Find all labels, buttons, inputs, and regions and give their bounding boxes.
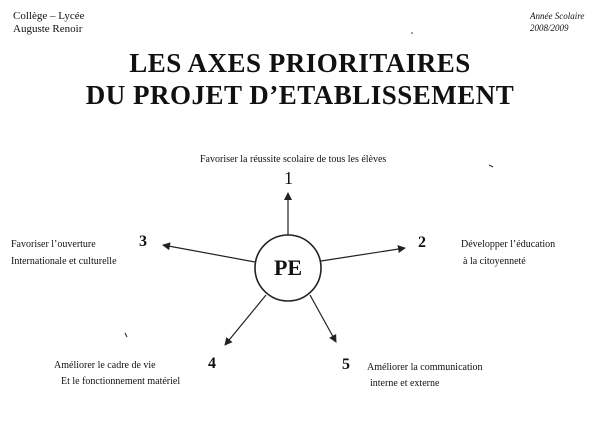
axis-1-label: Favoriser la réussite scolaire de tous les élèves [200, 154, 387, 165]
axis-5-number: 5 [342, 356, 350, 373]
axis-3-label-line2: Internationale et culturelle [11, 256, 117, 267]
arrow-axis-4 [225, 295, 266, 345]
axis-3-number: 3 [139, 233, 147, 250]
school-year-label: Année Scolaire [530, 11, 585, 21]
page-title-line2: DU PROJET D’ETABLISSEMENT [85, 80, 515, 110]
arrow-axis-2 [321, 248, 405, 261]
axis-4-label-line1: Améliorer le cadre de vie [54, 360, 156, 371]
school-name-line1: Collège – Lycée [13, 10, 85, 22]
axis-4-number: 4 [208, 355, 216, 372]
axis-2-label-line1: Développer l’éducation [461, 239, 556, 250]
center-label: PE [273, 255, 303, 280]
axis-5-label-line2: interne et externe [370, 378, 440, 389]
axis-2-label-line2: à la citoyenneté [463, 256, 526, 267]
axis-2-number: 2 [418, 234, 426, 251]
axis-5-label-line1: Améliorer la communication [367, 362, 483, 373]
arrow-axis-3 [163, 245, 255, 262]
school-name-line2: Auguste Renoir [13, 23, 83, 35]
stray-mark [489, 165, 493, 167]
stray-mark [411, 32, 413, 34]
stray-mark [125, 333, 127, 337]
arrow-axis-5 [310, 295, 336, 342]
axis-1-number: 1 [284, 168, 293, 188]
school-year-value: 2008/2009 [530, 23, 569, 33]
axis-3-label-line1: Favoriser l’ouverture [11, 239, 96, 250]
axis-4-label-line2: Et le fonctionnement matériel [61, 376, 181, 387]
page-title-line1: LES AXES PRIORITAIRES [129, 48, 471, 78]
